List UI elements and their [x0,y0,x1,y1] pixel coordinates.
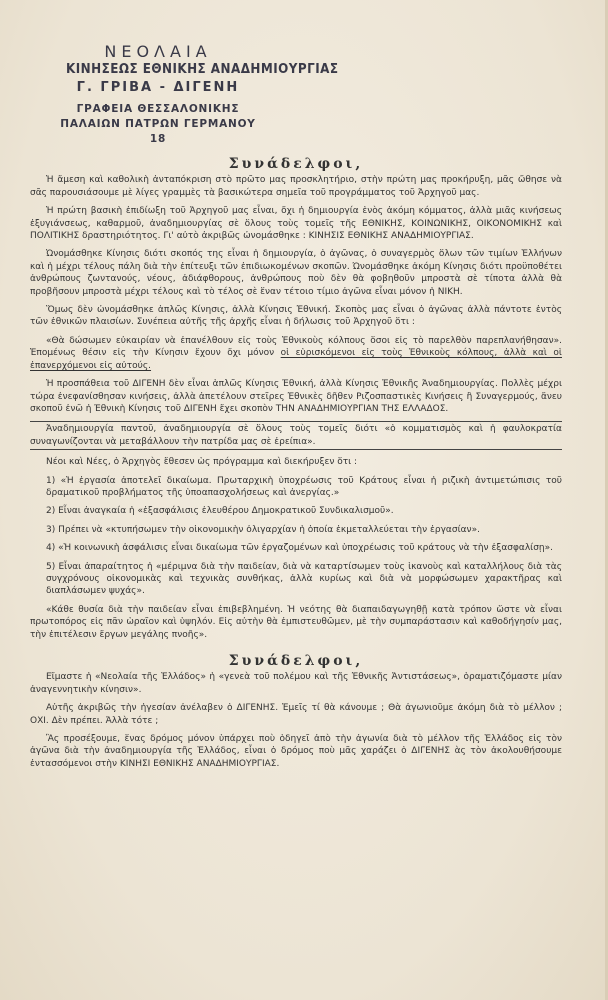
letterhead-line-3: Γ. ΓΡΙΒΑ - ΔΙΓΕΝΗ [76,80,240,95]
paragraph-4: Ὅμως δὲν ὠνομάσθηκε ἁπλῶς Κίνησις, ἀλλὰ Κίνησις Ἐθνική. Σκοπὸς μας εἶναι ὁ ἀγῶνας ἀλλὰ πάντοτε ἐντὸς τῶν ἐθνικῶν πλαισίων. Συνέπεια αὐτῆς τῆς ἀρχῆς εἶναι ἡ δήλωσις τοῦ Ἀρχηγοῦ ὅτι : [30,305,562,328]
paragraph-1: Ἡ ἄμεση καὶ καθολικὴ ἀνταπόκριση στὸ πρῶτο μας προσκλητήριο, στὴν πρώτη μας προκήρυξη, μᾶς ὤθησε νὰ σᾶς παρουσιάσουμε μὲ λίγες γραμμὲς τὰ βασικώτερα σημεῖα τοῦ προγράμματος τοῦ Ἀρχηγοῦ μας. [30,175,562,198]
paragraph-6: Ἡ προσπάθεια τοῦ ΔΙΓΕΝΗ δὲν εἶναι ἁπλῶς Κίνησις Ἐθνική, ἀλλὰ Κίνησις Ἐθνικῆς Ἀναδημιουργίας. Πολλὲς μέχρι τώρα ἐνεφανίσθησαν κινήσεις, ἀλλὰ ἀπετέλουν στεῖρες Ἐθνικὲς δῆθεν Ριζοσπαστικὲς Κινήσεις ἢ Συναγερμούς, ἄνευ σκοποῦ ἐνῶ ἡ Ἐθνικὴ Κίνησις τοῦ ΔΙΓΕΝΗ ἔχει σκοπὸν ΤΗΝ ΑΝΑΔΗΜΙΟΥΡΓΙΑΝ ΤΗΣ ΕΛΛΑΔΟΣ. [30,379,562,414]
paragraph-9: «Κάθε θυσία διὰ τὴν παιδείαν εἶναι ἐπιβεβλημένη. Ἡ νεότης θὰ διαπαιδαγωγηθῇ κατὰ τρόπον ὥστε νὰ εἶναι πρωτοπόρος εἰς πᾶν ὡραῖον καὶ ὑψηλόν. Εἰς αὐτὴν θὰ ἐμπιστευθῶμεν, μὲ τὴν συμπαράστασιν καὶ καθοδήγησίν μας, τὴν ἐπιτέλεσιν ἔργων μεγάλης πνοῆς». [30,604,562,640]
program-point-1: 1) «Ἡ ἐργασία ἀποτελεῖ δικαίωμα. Πρωταρχικὴ ὑποχρέωσις τοῦ Κράτους εἶναι ἡ ριζικὴ ἀντιμετώπισις τοῦ δραματικοῦ προβλήματος τῆς ὑποαπασχολήσεως καὶ ἀνεργίας.» [46,475,562,498]
program-point-4: 4) «Ἡ κοινωνικὴ ἀσφάλισις εἶναι δικαίωμα τῶν ἐργαζομένων καὶ ὑποχρέωσις τοῦ κράτους νὰ τὴν ἐξασφαλίσῃ». [46,543,553,554]
letterhead-line-4: ΓΡΑΦΕΙΑ ΘΕΣΣΑΛΟΝΙΚΗΣ [76,103,240,115]
letterhead [58,42,339,147]
program-point-5: 5) Εἶναι ἀπαραίτητος ἡ «μέριμνα διὰ τὴν παιδείαν, διὰ νὰ καταρτίσωμεν τοὺς ἱκανοὺς καὶ καταλλήλους διὰ τὰς συγχρόνους οἰκονομικὰς καὶ τεχνικὰς συνθήκας, ἀλλὰ κυρίως καὶ διὰ νὰ μορφώσωμεν χαρακτῆρας καὶ διαπλάσωμεν ψυχάς». [46,561,562,597]
paragraph-11: Αὐτῆς ἀκριβῶς τὴν ἡγεσίαν ἀνέλαβεν ὁ ΔΙΓΕΝΗΣ. Ἐμεῖς τί θὰ κάνουμε ; Θὰ ἀγωνιοῦμε ἀκόμη διὰ τὸ μέλλον ; ΟΧΙ. Δὲν πρέπει. Ἀλλὰ τότε ; [30,703,562,726]
letterhead-line-2: ΚΙΝΗΣΕΩΣ ΕΘΝΙΚΗΣ ΑΝΑΔΗΜΙΟΥΡΓΙΑΣ [66,62,339,77]
program-point-3: 3) Πρέπει νὰ «κτυπήσωμεν τὴν οἰκονομικὴν ὀλιγαρχίαν ἡ ὁποία ἐκμεταλλεύεται τὴν ἐργασίαν». [46,524,480,535]
program-point-2: 2) Εἶναι ἀναγκαία ἡ «ἐξασφάλισις ἐλευθέρου Δημοκρατικοῦ Συνδικαλισμοῦ». [46,506,394,517]
salutation-2: Συνάδελφοι, [228,653,364,669]
letterhead-line-1: ΝΕΟΛΑΙΑ [104,42,212,61]
paragraph-7: Ἀναδημιουργία παντοῦ, ἀναδημιουργία σὲ ὅλους τοὺς τομεῖς διότι «ὁ κομματισμὸς καὶ ἡ φαυλοκρατία συναγωνίζονται νὰ μεταβάλλουν τὴν πατρίδα μας σὲ ἐρείπια». [30,421,562,450]
underlined-text: οἱ εὑρισκόμενοι εἰς τοὺς Ἐθνικοὺς κόλπους, ἀλλὰ καὶ οἱ ἐπανερχόμενοι εἰς αὐτούς. [30,348,562,371]
paragraph-8: Νέοι καὶ Νέες, ὁ Ἀρχηγὸς ἔθεσεν ὡς πρόγραμμα καὶ διεκήρυξεν ὅτι : [46,457,358,468]
quote-text: «Θὰ δώσωμεν εὐκαιρίαν νὰ ἐπανέλθουν εἰς τοὺς Ἐθνικοὺς κόλπους ὅσοι εἰς τὸ παρελθὸν παρεπλανήθησαν». Ἐπομένως θέσιν εἰς τὴν Κίνησιν ἔχουν ὄχι μόνον [30,335,562,359]
paragraph-12: Ἂς προσέξουμε, ἕνας δρόμος μόνον ὑπάρχει ποὺ ὁδηγεῖ ἀπὸ τὴν ἀγωνία διὰ τὸ μέλλον τῆς Ἑλλάδος εἰς τὸν ἀγῶνα διὰ τὴν ἀναδημιουργία τῆς Ἑλλάδος, εἶναι ὁ δρόμος ποὺ μᾶς χαράζει ὁ ΔΙΓΕΝΗΣ ὰς τὸν ἀκολουθήσουμε ἐντασσόμενοι στὴν ΚΙΝΗΣΙ ΕΘΝΙΚΗΣ ΑΝΑΔΗΜΙΟΥΡΓΙΑΣ. [30,734,562,769]
paragraph-5 [30,335,562,372]
paragraph-10: Εἴμαστε ἡ «Νεολαία τῆς Ἑλλάδος» ἡ «γενεὰ τοῦ πολέμου καὶ τῆς Ἐθνικῆς Ἀντιστάσεως», ὁραματιζόμαστε μίαν ἀναγεννητικὴν κίνησιν». [30,672,562,695]
document-body [30,158,562,776]
paragraph-2: Ἡ πρώτη βασικὴ ἐπιδίωξη τοῦ Ἀρχηγοῦ μας εἶναι, ὄχι ἡ δημιουργία ἑνὸς ἀκόμη κόμματος, ἀλλὰ μιᾶς κινήσεως ἐξυγιάνσεως, καθαρμοῦ, ἀναδημιουργίας σὲ ὅλους τοὺς τομεῖς τῆς ΕΘΝΙΚΗΣ, ΚΟΙΝΩΝΙΚΗΣ, ΟΙΚΟΝΟΜΙΚΗΣ καὶ ΠΟΛΙΤΙΚΗΣ δραστηριότητος. Γι' αὐτὸ ἀκριβῶς ὠνομάσθηκε : ΚΙΝΗΣΙΣ ΕΘΝΙΚΗΣ ΑΝΑΔΗΜΙΟΥΡΓΙΑΣ. [30,206,562,242]
letterhead-line-5: ΠΑΛΑΙΩΝ ΠΑΤΡΩΝ ΓΕΡΜΑΝΟΥ 18 [60,118,256,145]
paragraph-3: Ὠνομάσθηκε Κίνησις διότι σκοπός της εἶναι ἡ δημιουργία, ὁ ἀγῶνας, ὁ συναγερμὸς ὅλων τῶν τιμίων Ἑλλήνων καὶ ἡ μέχρι τέλους πάλη διὰ τὴν ἐπίτευξι τῶν ἐπιδιωκομένων σκοπῶν. Ὠνομάσθηκε ἀκόμη Κίνησις διότι προϋποθέτει ἀνθρώπους ζωντανούς, νέους, ἀδιάφθορους, ἀνθρώπους ποὺ δὲν θὰ φοβηθοῦν μπροστὰ σὲ τίποτα ἀλλὰ θὰ προβῆσουν μπροστὰ μέχρι τέλους καὶ τὸ τέλος σὲ ἕναν τέτοιο τίμιο ἀγῶνα εἶναι μόνον ἡ ΝΙΚΗ. [30,249,562,297]
salutation-1: Συνάδελφοι, [228,156,364,172]
